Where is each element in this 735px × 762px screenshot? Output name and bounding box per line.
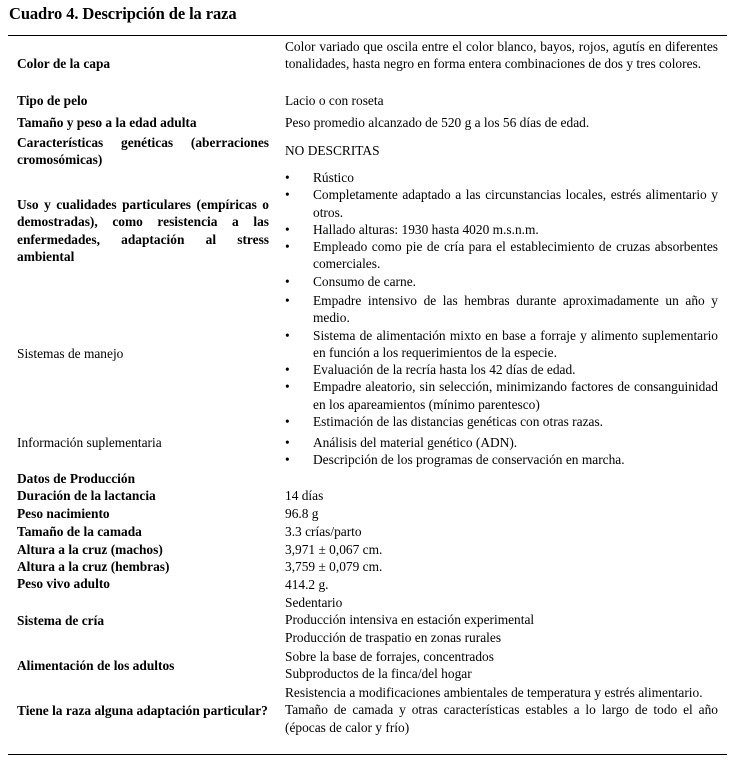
row-value: Peso promedio alcanzado de 520 g a los 56 días de edad. <box>285 115 590 130</box>
row-label: Sistema de cría <box>17 613 105 628</box>
row-label: Tamaño de la camada <box>17 524 142 539</box>
row-value: 414.2 g. <box>285 577 329 592</box>
bullet-list <box>285 292 718 430</box>
bullet-list <box>285 169 718 290</box>
list-item: • Estimación de las distancias genéticas con otras razas. <box>285 414 604 430</box>
row-value: 14 días <box>285 488 324 503</box>
row-value: Sedentario <box>285 595 343 610</box>
bullet-icon: • <box>285 435 290 450</box>
row-value: Producción intensiva en estación experimental <box>285 612 535 628</box>
list-item: • Consumo de carne. <box>285 273 417 289</box>
table-title: Cuadro 4. Descripción de la raza <box>9 4 237 23</box>
row-value: Lacio o con roseta <box>285 93 384 108</box>
list-item: • Hallado alturas: 1930 hasta 4020 m.s.n.m. <box>285 221 539 237</box>
list-item: • Empleado como pie de cría para el establecimiento de cruzas absorbentes comerciales. <box>285 239 718 272</box>
row-value-list <box>285 684 718 736</box>
row-value: 3.3 crías/parto <box>285 524 362 539</box>
bullet-icon: • <box>285 273 290 289</box>
row-label: Tiene la raza alguna adaptación particular? <box>17 703 268 718</box>
row-label: Tipo de pelo <box>17 93 88 108</box>
list-item: • Análisis del material genético (ADN). <box>285 435 518 450</box>
bullet-icon: • <box>285 452 290 468</box>
row-label: Alimentación de los adultos <box>17 658 175 673</box>
section-heading: Datos de Producción <box>17 471 136 486</box>
row-value: Color variado que oscila entre el color blanco, bayos, rojos, agutís en diferentes tonalidades, hasta negro en forma entera combinaciones de dos y tres colores. <box>285 39 718 72</box>
row-value: Subproductos de la finca/del hogar <box>285 666 472 682</box>
row-label: Peso vivo adulto <box>17 576 110 591</box>
list-item: • Descripción de los programas de conservación en marcha. <box>285 452 625 468</box>
row-value: Sobre la base de forrajes, concentrados <box>285 649 494 664</box>
list-item: • Empadre aleatorio, sin selección, minimizando factores de consanguinidad en los apareamientos (mínimo parentesco) <box>285 379 718 412</box>
row-value-list <box>285 648 718 683</box>
row-value-list <box>285 594 718 646</box>
row-value: NO DESCRITAS <box>285 143 380 158</box>
list-item: • Rústico <box>285 170 354 185</box>
row-value: 3,971 ± 0,067 cm. <box>285 542 383 557</box>
list-item: • Evaluación de la recría hasta los 42 días de edad. <box>285 362 576 378</box>
row-label: Uso y cualidades particulares (empíricas o demostradas), como resistencia a las enfermedades, adaptación al stress ambiental <box>17 197 269 264</box>
row-label: Información suplementaria <box>17 435 162 450</box>
list-item: • Completamente adaptado a las circunstancias locales, estrés alimentario y otros. <box>285 187 718 220</box>
bullet-icon: • <box>285 327 290 343</box>
bullet-icon: • <box>285 362 290 378</box>
row-value: Producción de traspatio en zonas rurales <box>285 629 502 645</box>
row-value: 3,759 ± 0,079 cm. <box>285 559 383 574</box>
table-bottom-rule <box>8 754 727 755</box>
row-value: 96.8 g <box>285 506 319 521</box>
row-label: Características genéticas (aberraciones cromosómicas) <box>17 135 269 168</box>
list-item: • Sistema de alimentación mixto en base a forraje y alimento suplementario en función a los requerimientos de la especie. <box>285 327 718 360</box>
row-label: Duración de la lactancia <box>17 488 156 503</box>
bullet-icon: • <box>285 293 290 308</box>
row-label: Altura a la cruz (hembras) <box>17 559 170 574</box>
bullet-icon: • <box>285 170 290 185</box>
row-value: Tamaño de camada y otras características estables a lo largo de todo el año (épocas de calor y frío) <box>285 702 718 735</box>
row-label: Tamaño y peso a la edad adulta <box>17 115 197 130</box>
table-top-rule <box>8 35 727 36</box>
bullet-icon: • <box>285 239 290 255</box>
row-value: Resistencia a modificaciones ambientales de temperatura y estrés alimentario. <box>285 685 703 700</box>
list-item: • Empadre intensivo de las hembras durante aproximadamente un año y medio. <box>285 293 718 326</box>
bullet-list <box>285 434 718 469</box>
bullet-icon: • <box>285 414 290 430</box>
row-label: Color de la capa <box>17 56 111 71</box>
row-label: Sistemas de manejo <box>17 346 124 361</box>
row-label: Altura a la cruz (machos) <box>17 542 163 557</box>
bullet-icon: • <box>285 379 290 395</box>
bullet-icon: • <box>285 221 290 237</box>
row-label: Peso nacimiento <box>17 506 110 521</box>
bullet-icon: • <box>285 187 290 203</box>
